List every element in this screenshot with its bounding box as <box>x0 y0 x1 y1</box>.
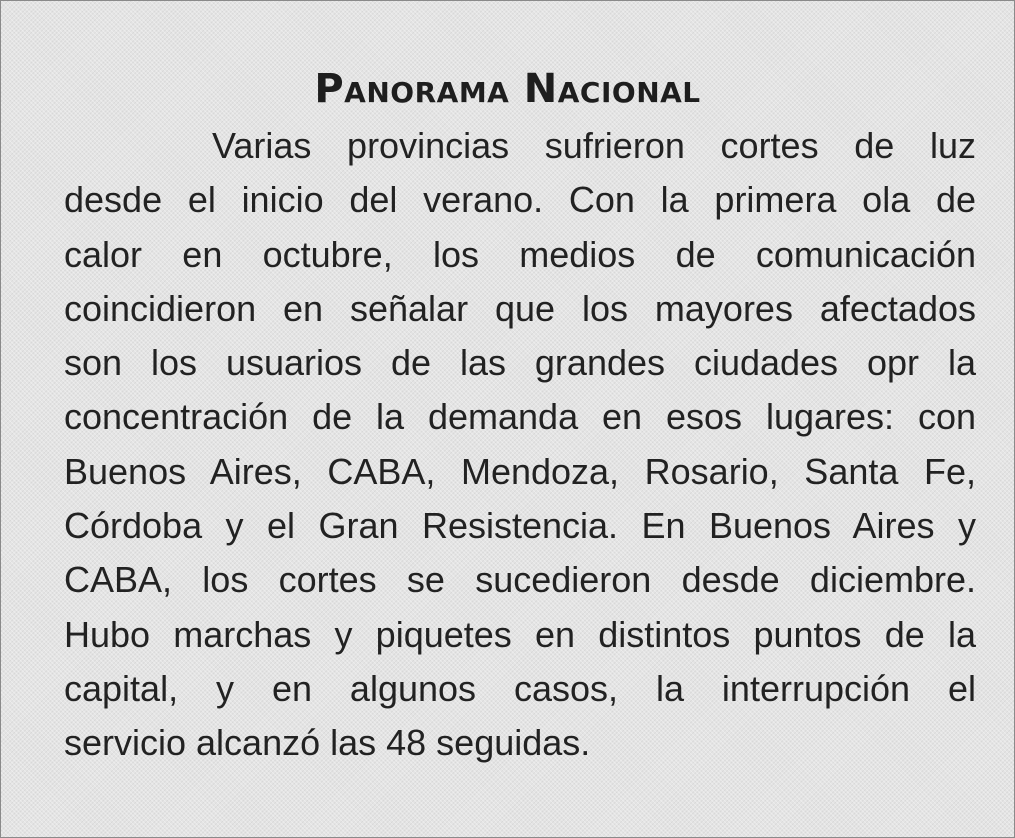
article-line: concentración de la demanda en esos lugares: con <box>64 396 976 438</box>
article-line: Córdoba y el Gran Resistencia. En Buenos Aires y <box>64 505 976 547</box>
article-title: Panorama Nacional <box>314 66 701 112</box>
article-line: desde el inicio del verano. Con la primera ola de <box>64 179 976 221</box>
article-line: CABA, los cortes se sucedieron desde diciembre. <box>64 559 976 601</box>
article-line: capital, y en algunos casos, la interrupción el <box>64 667 976 709</box>
article-line: coincidieron en señalar que los mayores afectados <box>64 287 976 329</box>
article-line: Buenos Aires, CABA, Mendoza, Rosario, Santa Fe, <box>64 450 976 492</box>
article-line: calor en octubre, los medios de comunicación <box>64 233 976 275</box>
article-line: Hubo marchas y piquetes en distintos puntos de la <box>64 613 976 655</box>
article-body <box>64 119 976 771</box>
article-line: son los usuarios de las grandes ciudades opr la <box>64 342 976 384</box>
article-line: servicio alcanzó las 48 seguidas. <box>64 722 591 764</box>
article-line: Varias provincias sufrieron cortes de luz <box>212 125 976 166</box>
